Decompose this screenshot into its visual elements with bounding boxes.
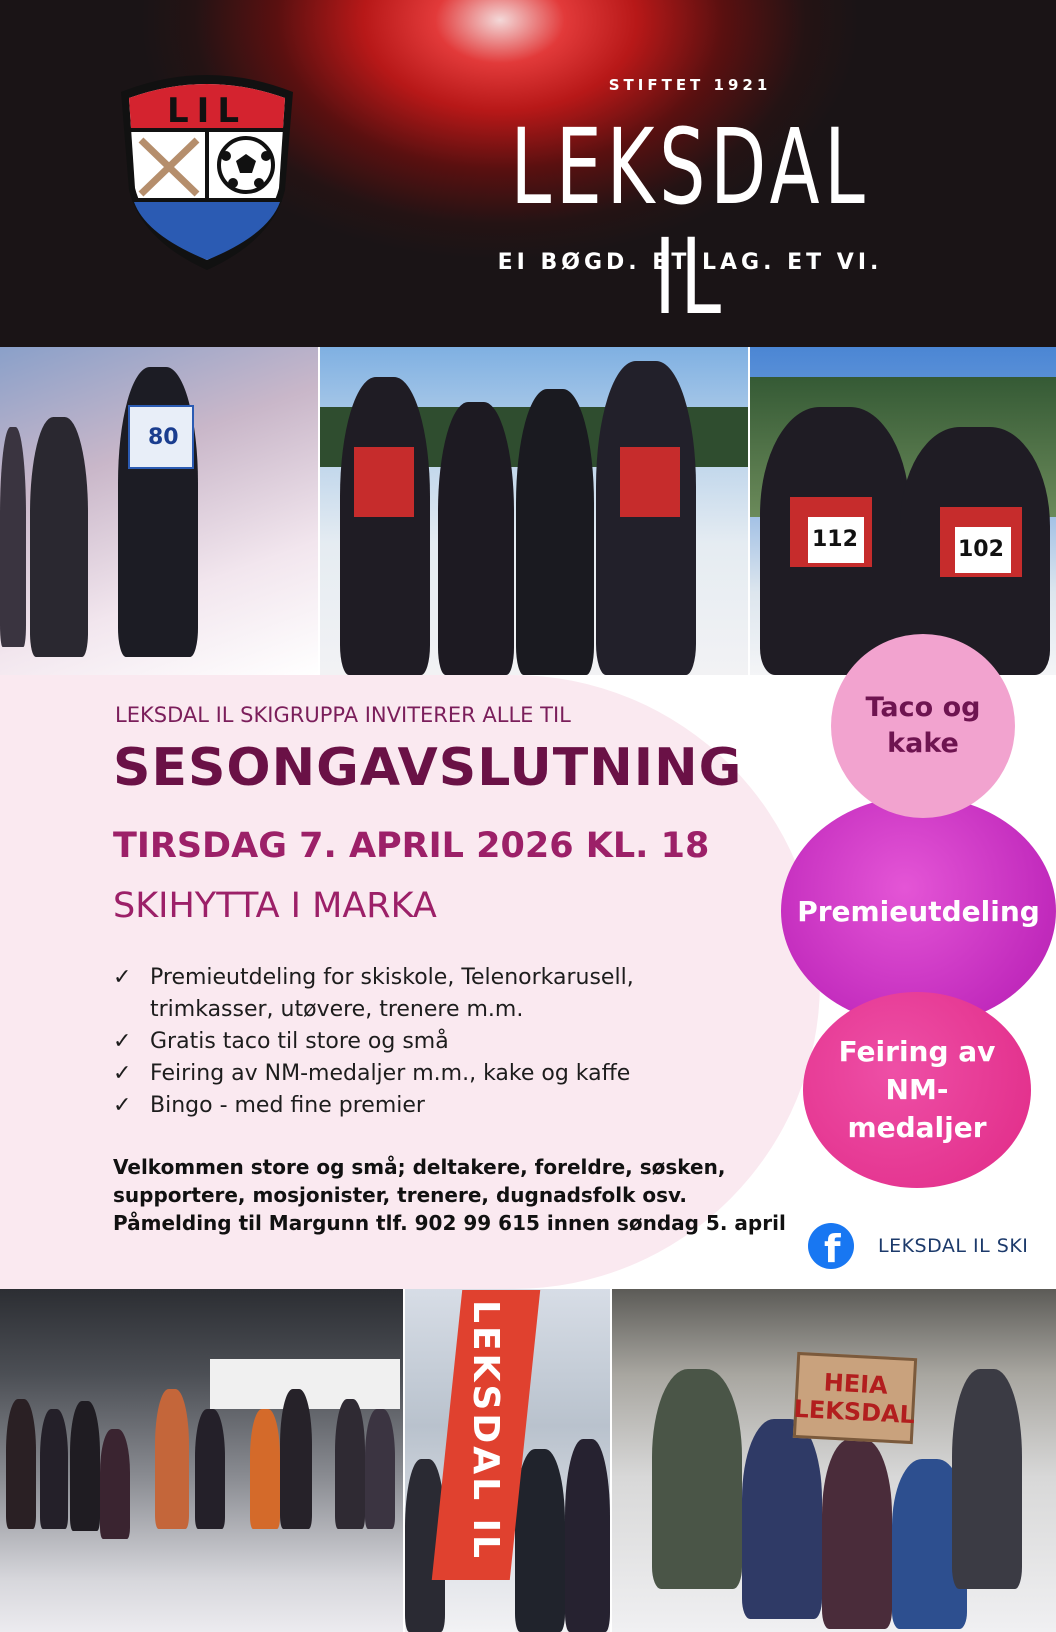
list-item: ✓ Gratis taco til store og små (113, 1026, 733, 1058)
checkmark-icon: ✓ (113, 965, 132, 990)
registration-line: Påmelding til Margunn tlf. 902 99 615 innen søndag 5. april (113, 1211, 786, 1235)
facebook-icon: f (808, 1223, 854, 1269)
list-item: ✓ Premieutdeling for skiskole, Telenorkarusell, trimkasser, utøvere, trenere m.m. (113, 962, 733, 1026)
welcome-line: Velkommen store og små; deltakere, foreldre, søsken, (113, 1155, 726, 1179)
checkmark-icon: ✓ (113, 1061, 132, 1086)
bib-number: 80 (148, 425, 179, 450)
highlight-medals-circle: Feiring av NM-medaljer (803, 992, 1031, 1188)
program-list (113, 962, 733, 1122)
invitation-intro: LEKSDAL IL SKIGRUPPA INVITERER ALLE TIL (115, 703, 571, 727)
svg-text:LIL: LIL (167, 91, 247, 131)
founded-text: STIFTET 1921 (608, 76, 772, 94)
photo-kids-cheering (612, 1289, 1056, 1632)
facebook-label: LEKSDAL IL SKI (878, 1235, 1029, 1257)
checkmark-icon: ✓ (113, 1093, 132, 1118)
club-crest-logo (113, 70, 301, 276)
cheer-sign (793, 1352, 917, 1444)
banner-text: LEKSDAL IL (465, 1300, 506, 1561)
sign-text: LEKSDAL (792, 1394, 916, 1430)
club-slogan: EI BØGD. ET LAG. ET VI. (497, 250, 883, 275)
facebook-link[interactable] (808, 1223, 1028, 1269)
list-item: ✓ Bingo - med fine premier (113, 1090, 733, 1122)
club-name: LEKSDAL IL (510, 106, 870, 338)
bib-number: 112 (812, 527, 858, 552)
checkmark-icon: ✓ (113, 1029, 132, 1054)
photo-ski-race (0, 347, 318, 675)
photo-night-skiing (0, 1289, 403, 1632)
photo-skiers-bibs (750, 347, 1056, 675)
event-place: SKIHYTTA I MARKA (113, 886, 437, 926)
highlight-taco-circle: Taco og kake (831, 634, 1015, 818)
welcome-text (113, 1153, 833, 1237)
highlight-prize-circle: Premieutdeling (781, 796, 1056, 1026)
list-item: ✓ Feiring av NM-medaljer m.m., kake og kaffe (113, 1058, 733, 1090)
event-date: TIRSDAG 7. APRIL 2026 KL. 18 (113, 826, 710, 866)
photo-team-group (320, 347, 748, 675)
event-title: SESONGAVSLUTNING (113, 738, 743, 798)
welcome-line: supportere, mosjonister, trenere, dugnadsfolk osv. (113, 1183, 687, 1207)
header-banner (0, 0, 1056, 347)
bib-number: 102 (958, 537, 1004, 562)
sign-text: HEIA (823, 1368, 889, 1400)
